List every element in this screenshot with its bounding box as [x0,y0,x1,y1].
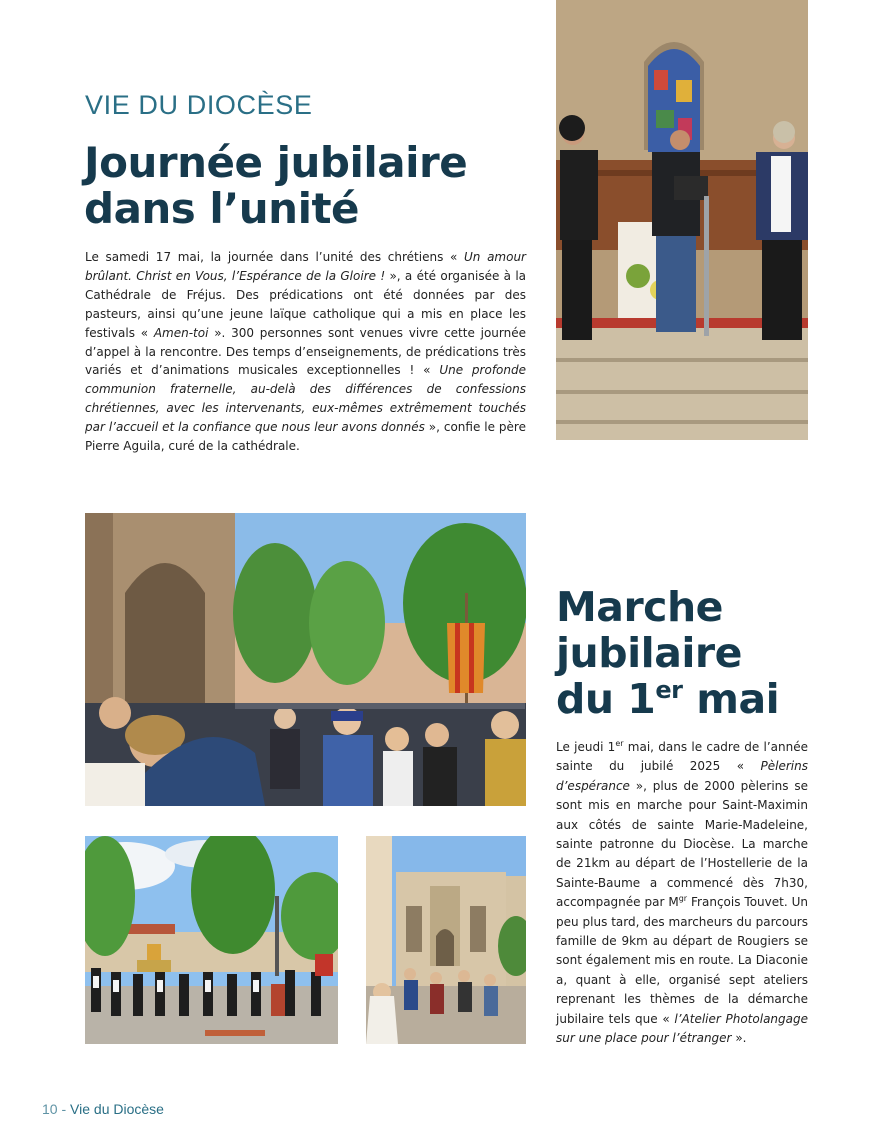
text-run: ». [731,1031,747,1046]
text-run: », plus de 2000 pèlerins se sont mis en marche pour Saint-Maximin aux côtés de sainte Marie-Madeleine, sainte patronne du Diocèse. La marche de 21km au départ de l’Hostellerie de la Sainte-Baume a commencé dès 7h30, accompagnée par M [556,778,808,910]
text-run: du 1 [556,675,656,723]
festival-name: Amen-toi [153,325,209,340]
section-kicker: VIE DU DIOCÈSE [85,90,313,120]
article-2-title-line-3 [556,675,779,723]
photo-procession [85,836,338,1044]
article-1-title-line-2: dans l’unité [84,184,360,233]
text-run: », a été organisée à la Cathédrale de Fréjus. Des prédications ont été données par des pasteurs, ainsi qu’une jeune laïque catholique qui a mis en place les festivals « [85,268,527,340]
page-number: 10 [42,1101,58,1117]
article-1-body [85,248,526,456]
footer-section-name: Vie du Diocèse [70,1101,164,1117]
page-footer [42,1101,164,1117]
ordinal-superscript: er [615,739,624,748]
photo-cathedral-speakers [556,0,808,440]
title-superscript: gr [678,894,688,904]
ordinal-superscript: er [655,676,683,704]
workshop-name: l’Atelier Photolangage sur une place pour l’étranger [556,1011,808,1046]
article-2-title [556,584,876,722]
footer-separator: - [57,1101,71,1117]
text-run: Le jeudi 1 [556,740,616,754]
quote-italic: Une profonde communion fraternelle, au-delà des différences de confessions chrétiennes, avec les intervenants, eux-mêmes extrêmement touchés par l’accueil et la confiance que nous leur avons donnés [85,363,526,435]
photo-basilica-square [366,836,526,1044]
article-2-body [556,738,808,1049]
article-1-title [84,140,544,232]
text-run: François Touvet. Un peu plus tard, des marcheurs du parcours famille de 9km au départ de Rougiers se sont également mis en route. La Diaconie a, quant à elle, organisé sept ateliers reprenant les thèmes de la démarche jubilaire tels que « [556,895,808,1026]
article-2-title-line-2: jubilaire [556,629,742,677]
text-run: mai [682,675,780,723]
jubilee-theme: Pèlerins d’espérance [556,759,808,793]
text-run: », confie le père Pierre Aguila, curé de la cathédrale. [85,420,526,454]
photo-pilgrims-crowd [85,513,526,806]
article-1-title-line-1: Journée jubilaire [84,138,468,187]
quote-italic: Un amour brûlant. Christ en Vous, l’Espérance de la Gloire ! [85,250,526,283]
text-run: ». 300 personnes sont venues vivre cette journée d’appel à la rencontre. Des temps d’enseignements, de prédications très variés et d’animations musicales exceptionnelles ! « [85,325,526,378]
text-run: mai, dans le cadre de l’année sainte du jubilé 2025 « [556,740,808,774]
article-2-title-line-1: Marche [556,583,723,631]
text-run: Le samedi 17 mai, la journée dans l’unité des chrétiens « [85,250,465,264]
